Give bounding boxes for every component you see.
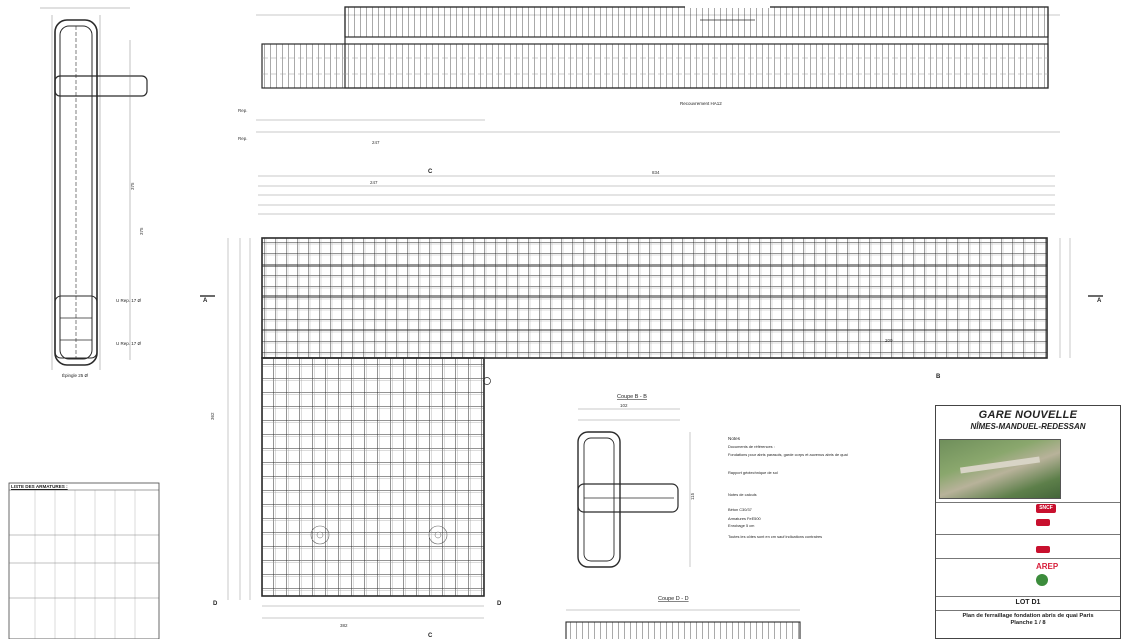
rep-label-top-2: Rep. [238, 136, 248, 141]
notes-line-0: Documents de références : [728, 444, 775, 449]
section-width-dim: 102 [620, 403, 628, 408]
tb-divider-1 [936, 502, 1120, 503]
site-aerial-image [939, 439, 1061, 499]
left-elevation [40, 8, 147, 378]
cut-b-label: B [936, 374, 941, 380]
elevation-height-2: 375 [139, 227, 144, 235]
sncf-logo-2 [1036, 519, 1050, 526]
plan-width-dim: 382 [340, 623, 348, 628]
top-plan [238, 7, 1060, 145]
notes-line-3: Notes de calculs [728, 492, 757, 497]
region-logo [1036, 574, 1048, 586]
project-subtitle: NÎMES-MANDUEL-REDESSAN [970, 422, 1086, 431]
tb-divider-5 [936, 610, 1120, 611]
plan-total-dim: 834 [652, 170, 660, 175]
cut-a-right: A [1097, 298, 1102, 304]
elevation-height: 375 [130, 182, 135, 190]
armatures-table [9, 483, 159, 639]
cut-c-bottom: C [428, 633, 433, 639]
arep-logo: AREP [1036, 562, 1059, 571]
tb-divider-3 [936, 558, 1120, 559]
notes-line-6: Enrobage 5 cm [728, 523, 755, 528]
section-bb-title: Coupe B - B [617, 394, 647, 400]
notes-line-4: Béton C30/37 [728, 507, 752, 512]
notes-line-1: Fondations pour abris parasols, garde corps et auvenus abris de quai [728, 452, 848, 457]
project-title: GARE NOUVELLE [978, 409, 1078, 421]
cut-c-top: C [428, 169, 433, 175]
top-total-dim: 247 [372, 140, 380, 145]
plan-title-text: Plan de ferraillage fondation abris de quai Paris [962, 613, 1094, 619]
plan-sub-dim: 247 [370, 180, 378, 185]
section-height-dim: 115 [690, 492, 695, 500]
armatures-list-title: LISTE DES ARMATURES : [11, 484, 68, 489]
section-dd [566, 596, 800, 639]
tb-divider-4 [936, 596, 1120, 597]
tb-divider-2 [936, 534, 1120, 535]
section-dd-title: Coupe D - D [658, 596, 689, 602]
notes-line-7: Toutes les côtes sont en cm sauf indications contraires [728, 534, 823, 539]
notes-heading: Notes [728, 436, 741, 441]
section-bb [578, 394, 695, 567]
notes-block [728, 436, 848, 539]
notes-line-2: Rapport géotechnique de sol [728, 470, 778, 475]
plan-200-dim: 200 [885, 338, 893, 343]
sncf-logo-text: SNCF [1039, 505, 1053, 511]
sheet-number: Planche 1 / 8 [1010, 620, 1046, 626]
sncf-logo [1036, 504, 1056, 513]
cut-a-left: A [203, 298, 208, 304]
u-rep-label: U Rep. 17 Ø [116, 298, 142, 303]
notes-line-5: Armatures FeE500 [728, 516, 761, 521]
epingle-label: Épingle 25 Ø [62, 373, 89, 378]
u-rep-label-2: U Rep. 17 Ø [116, 341, 142, 346]
recouvrement-label: Recouvrement HA12 [680, 101, 722, 106]
lot-label: LOT D1 [1015, 599, 1041, 606]
sncf-logo-3 [1036, 546, 1050, 553]
plan-title [936, 613, 1120, 627]
cut-d-right: D [497, 601, 502, 607]
plan-left-height: 362 [210, 412, 215, 420]
rep-label-top: Rep. [238, 108, 248, 113]
cut-d-left: D [213, 601, 218, 607]
title-block [935, 405, 1121, 639]
